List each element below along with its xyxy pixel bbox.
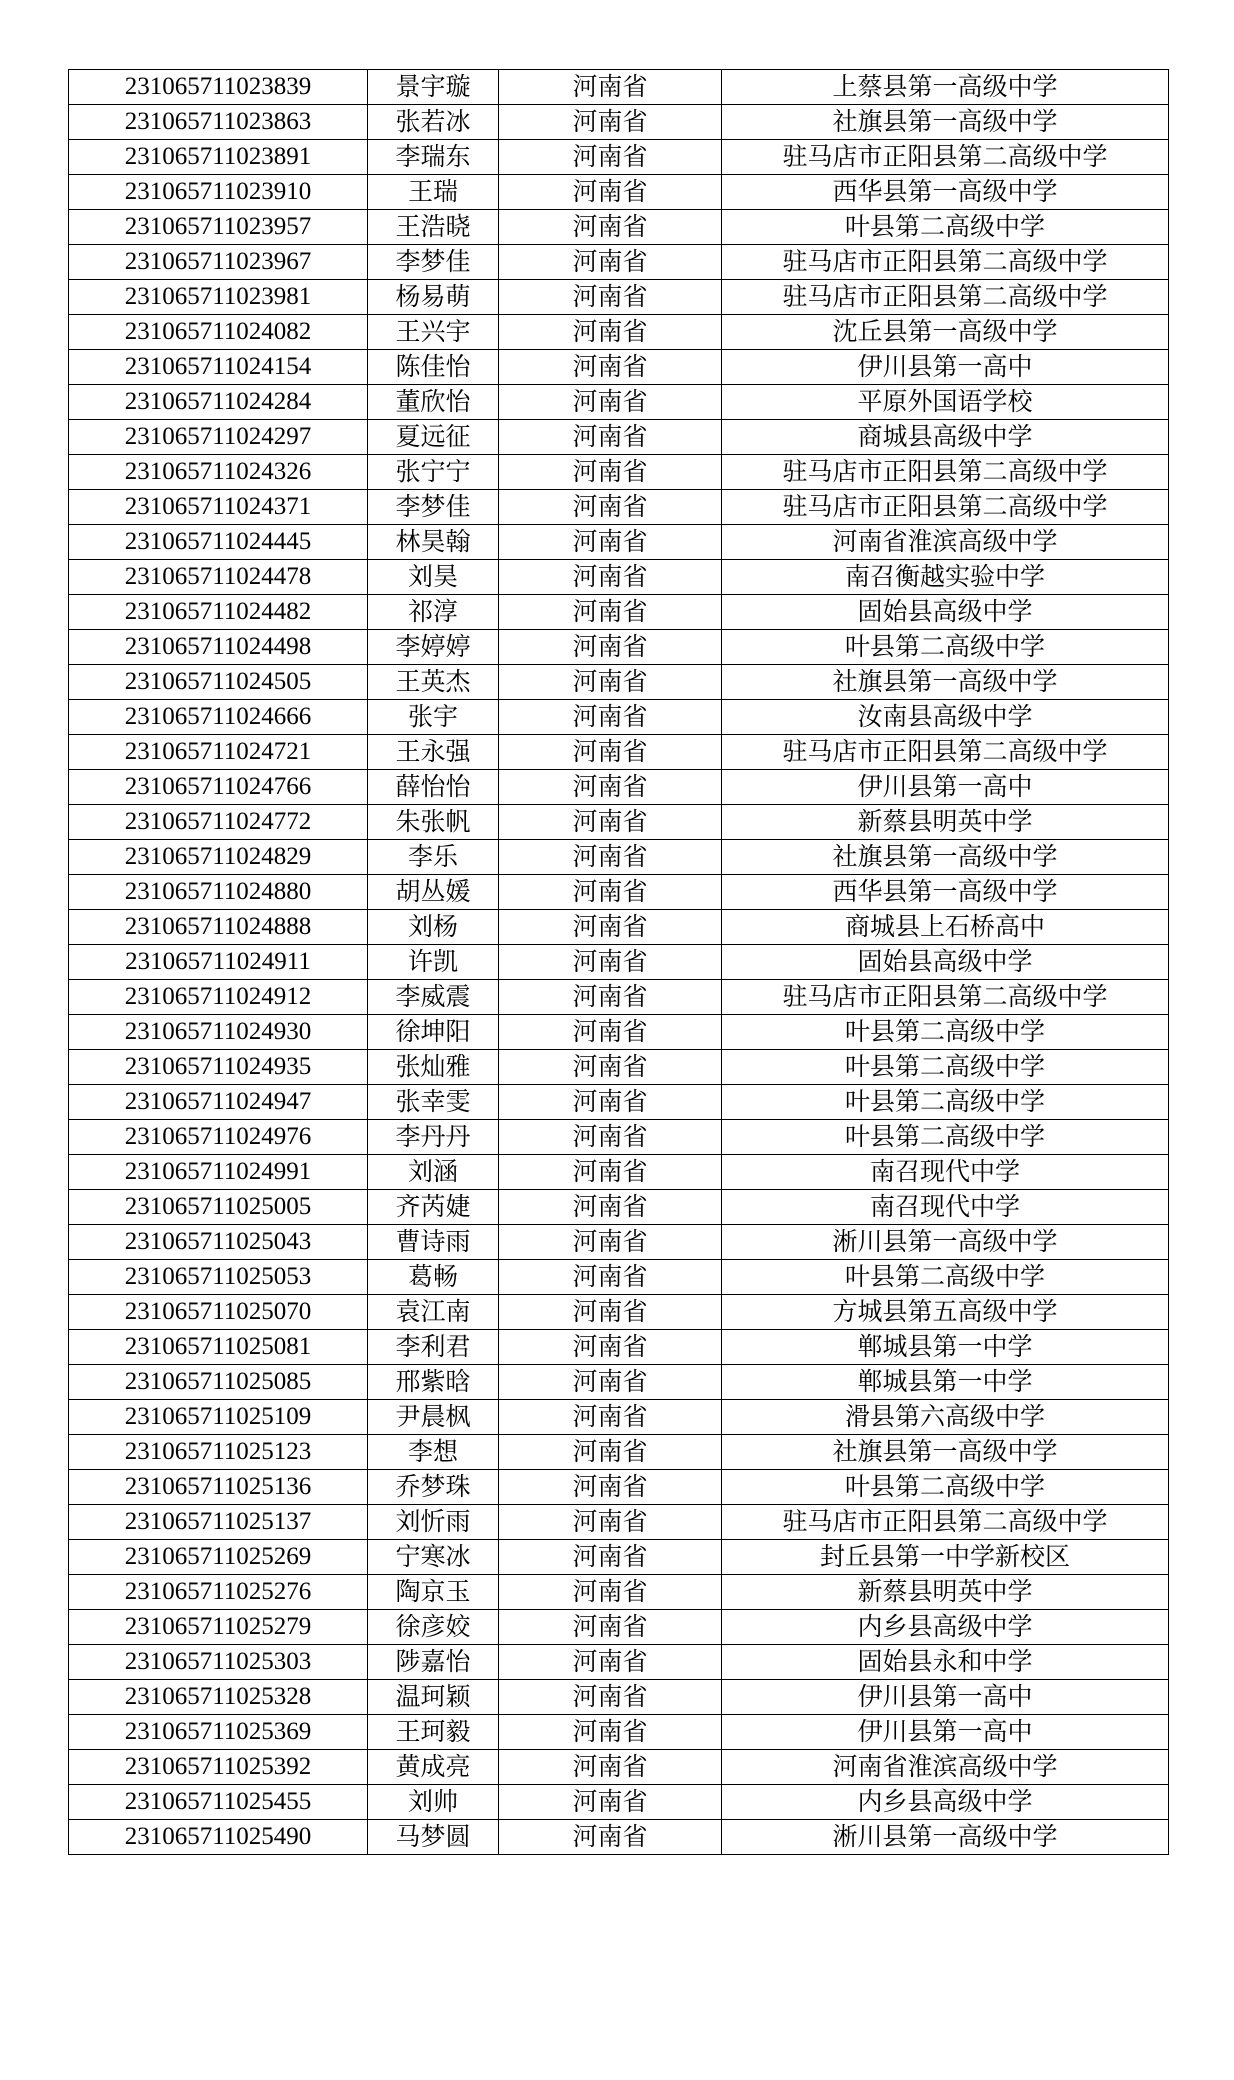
table-row: [69, 1155, 1169, 1190]
student-id-cell: 231065711025053: [69, 1260, 368, 1295]
student-name-cell: 刘杨: [368, 910, 499, 945]
student-id-cell: 231065711025085: [69, 1365, 368, 1400]
student-name-cell: 张幸雯: [368, 1085, 499, 1120]
table-row: [69, 805, 1169, 840]
student-name-cell: 张灿雅: [368, 1050, 499, 1085]
school-cell: 叶县第二高级中学: [722, 1085, 1169, 1120]
student-name-cell: 杨易萌: [368, 280, 499, 315]
school-cell: 驻马店市正阳县第二高级中学: [722, 140, 1169, 175]
province-cell: 河南省: [499, 1225, 722, 1260]
student-name-cell: 李瑞东: [368, 140, 499, 175]
table-row: [69, 980, 1169, 1015]
school-cell: 封丘县第一中学新校区: [722, 1540, 1169, 1575]
student-name-cell: 张宇: [368, 700, 499, 735]
province-cell: 河南省: [499, 595, 722, 630]
student-name-cell: 曹诗雨: [368, 1225, 499, 1260]
student-id-cell: 231065711025455: [69, 1785, 368, 1820]
province-cell: 河南省: [499, 1085, 722, 1120]
school-cell: 叶县第二高级中学: [722, 210, 1169, 245]
province-cell: 河南省: [499, 280, 722, 315]
student-id-cell: 231065711025136: [69, 1470, 368, 1505]
table-row: [69, 910, 1169, 945]
student-id-cell: 231065711023863: [69, 105, 368, 140]
table-row: [69, 1435, 1169, 1470]
school-cell: 滑县第六高级中学: [722, 1400, 1169, 1435]
roster-body: [69, 70, 1169, 1855]
school-cell: 叶县第二高级中学: [722, 1470, 1169, 1505]
school-cell: 内乡县高级中学: [722, 1610, 1169, 1645]
student-name-cell: 李婷婷: [368, 630, 499, 665]
school-cell: 驻马店市正阳县第二高级中学: [722, 490, 1169, 525]
school-cell: 驻马店市正阳县第二高级中学: [722, 980, 1169, 1015]
province-cell: 河南省: [499, 1400, 722, 1435]
school-cell: 伊川县第一高中: [722, 770, 1169, 805]
student-id-cell: 231065711025276: [69, 1575, 368, 1610]
province-cell: 河南省: [499, 1505, 722, 1540]
province-cell: 河南省: [499, 1540, 722, 1575]
province-cell: 河南省: [499, 1610, 722, 1645]
table-row: [69, 1260, 1169, 1295]
school-cell: 西华县第一高级中学: [722, 175, 1169, 210]
student-id-cell: 231065711024880: [69, 875, 368, 910]
school-cell: 驻马店市正阳县第二高级中学: [722, 455, 1169, 490]
student-name-cell: 李梦佳: [368, 245, 499, 280]
student-id-cell: 231065711023981: [69, 280, 368, 315]
table-row: [69, 490, 1169, 525]
student-id-cell: 231065711024976: [69, 1120, 368, 1155]
province-cell: 河南省: [499, 245, 722, 280]
table-row: [69, 1645, 1169, 1680]
student-id-cell: 231065711025328: [69, 1680, 368, 1715]
student-id-cell: 231065711024935: [69, 1050, 368, 1085]
student-name-cell: 刘昊: [368, 560, 499, 595]
school-cell: 新蔡县明英中学: [722, 1575, 1169, 1610]
province-cell: 河南省: [499, 350, 722, 385]
school-cell: 淅川县第一高级中学: [722, 1225, 1169, 1260]
student-id-cell: 231065711024947: [69, 1085, 368, 1120]
student-id-cell: 231065711024297: [69, 420, 368, 455]
student-name-cell: 王兴宇: [368, 315, 499, 350]
province-cell: 河南省: [499, 840, 722, 875]
student-id-cell: 231065711025123: [69, 1435, 368, 1470]
province-cell: 河南省: [499, 525, 722, 560]
student-name-cell: 王瑞: [368, 175, 499, 210]
student-name-cell: 景宇璇: [368, 70, 499, 105]
table-row: [69, 1330, 1169, 1365]
table-row: [69, 350, 1169, 385]
school-cell: 驻马店市正阳县第二高级中学: [722, 245, 1169, 280]
student-id-cell: 231065711024721: [69, 735, 368, 770]
student-id-cell: 231065711024445: [69, 525, 368, 560]
table-row: [69, 735, 1169, 770]
student-id-cell: 231065711024911: [69, 945, 368, 980]
student-name-cell: 邢紫晗: [368, 1365, 499, 1400]
student-name-cell: 董欣怡: [368, 385, 499, 420]
school-cell: 叶县第二高级中学: [722, 1120, 1169, 1155]
student-name-cell: 胡丛媛: [368, 875, 499, 910]
school-cell: 驻马店市正阳县第二高级中学: [722, 735, 1169, 770]
student-name-cell: 张若冰: [368, 105, 499, 140]
student-name-cell: 李丹丹: [368, 1120, 499, 1155]
table-row: [69, 245, 1169, 280]
province-cell: 河南省: [499, 210, 722, 245]
province-cell: 河南省: [499, 910, 722, 945]
province-cell: 河南省: [499, 1330, 722, 1365]
school-cell: 驻马店市正阳县第二高级中学: [722, 1505, 1169, 1540]
province-cell: 河南省: [499, 1365, 722, 1400]
province-cell: 河南省: [499, 70, 722, 105]
student-id-cell: 231065711024498: [69, 630, 368, 665]
school-cell: 叶县第二高级中学: [722, 1015, 1169, 1050]
student-name-cell: 宁寒冰: [368, 1540, 499, 1575]
school-cell: 固始县高级中学: [722, 945, 1169, 980]
student-name-cell: 夏远征: [368, 420, 499, 455]
student-name-cell: 徐彦姣: [368, 1610, 499, 1645]
province-cell: 河南省: [499, 1820, 722, 1855]
student-name-cell: 祁淳: [368, 595, 499, 630]
student-id-cell: 231065711024326: [69, 455, 368, 490]
table-row: [69, 455, 1169, 490]
province-cell: 河南省: [499, 175, 722, 210]
student-id-cell: 231065711024930: [69, 1015, 368, 1050]
student-id-cell: 231065711023839: [69, 70, 368, 105]
province-cell: 河南省: [499, 105, 722, 140]
student-id-cell: 231065711024829: [69, 840, 368, 875]
province-cell: 河南省: [499, 1155, 722, 1190]
province-cell: 河南省: [499, 1260, 722, 1295]
student-name-cell: 黄成亮: [368, 1750, 499, 1785]
student-name-cell: 李乐: [368, 840, 499, 875]
school-cell: 伊川县第一高中: [722, 1680, 1169, 1715]
student-id-cell: 231065711023910: [69, 175, 368, 210]
school-cell: 郸城县第一中学: [722, 1365, 1169, 1400]
province-cell: 河南省: [499, 1785, 722, 1820]
school-cell: 社旗县第一高级中学: [722, 1435, 1169, 1470]
table-row: [69, 280, 1169, 315]
province-cell: 河南省: [499, 875, 722, 910]
table-row: [69, 385, 1169, 420]
table-row: [69, 1120, 1169, 1155]
student-name-cell: 马梦圆: [368, 1820, 499, 1855]
table-row: [69, 945, 1169, 980]
table-row: [69, 210, 1169, 245]
table-row: [69, 560, 1169, 595]
student-id-cell: 231065711025005: [69, 1190, 368, 1225]
table-row: [69, 1400, 1169, 1435]
school-cell: 伊川县第一高中: [722, 1715, 1169, 1750]
province-cell: 河南省: [499, 1470, 722, 1505]
table-row: [69, 175, 1169, 210]
student-id-cell: 231065711025081: [69, 1330, 368, 1365]
student-id-cell: 231065711025490: [69, 1820, 368, 1855]
student-id-cell: 231065711025279: [69, 1610, 368, 1645]
student-name-cell: 王永强: [368, 735, 499, 770]
table-row: [69, 875, 1169, 910]
student-id-cell: 231065711025369: [69, 1715, 368, 1750]
province-cell: 河南省: [499, 420, 722, 455]
student-id-cell: 231065711025303: [69, 1645, 368, 1680]
school-cell: 叶县第二高级中学: [722, 630, 1169, 665]
school-cell: 河南省淮滨高级中学: [722, 525, 1169, 560]
school-cell: 河南省淮滨高级中学: [722, 1750, 1169, 1785]
school-cell: 新蔡县明英中学: [722, 805, 1169, 840]
school-cell: 伊川县第一高中: [722, 350, 1169, 385]
table-row: [69, 1575, 1169, 1610]
table-row: [69, 1820, 1169, 1855]
student-name-cell: 李威震: [368, 980, 499, 1015]
student-id-cell: 231065711025392: [69, 1750, 368, 1785]
student-name-cell: 李梦佳: [368, 490, 499, 525]
province-cell: 河南省: [499, 945, 722, 980]
student-id-cell: 231065711024082: [69, 315, 368, 350]
table-row: [69, 1225, 1169, 1260]
school-cell: 社旗县第一高级中学: [722, 840, 1169, 875]
student-name-cell: 温珂颖: [368, 1680, 499, 1715]
school-cell: 内乡县高级中学: [722, 1785, 1169, 1820]
student-name-cell: 齐芮婕: [368, 1190, 499, 1225]
school-cell: 固始县高级中学: [722, 595, 1169, 630]
province-cell: 河南省: [499, 1715, 722, 1750]
student-id-cell: 231065711023891: [69, 140, 368, 175]
province-cell: 河南省: [499, 770, 722, 805]
table-row: [69, 70, 1169, 105]
province-cell: 河南省: [499, 805, 722, 840]
student-name-cell: 朱张帆: [368, 805, 499, 840]
student-id-cell: 231065711024772: [69, 805, 368, 840]
school-cell: 叶县第二高级中学: [722, 1260, 1169, 1295]
school-cell: 社旗县第一高级中学: [722, 665, 1169, 700]
table-row: [69, 315, 1169, 350]
student-id-cell: 231065711024888: [69, 910, 368, 945]
table-row: [69, 1365, 1169, 1400]
province-cell: 河南省: [499, 455, 722, 490]
province-cell: 河南省: [499, 665, 722, 700]
roster-table: [68, 69, 1169, 1855]
school-cell: 西华县第一高级中学: [722, 875, 1169, 910]
province-cell: 河南省: [499, 1015, 722, 1050]
school-cell: 商城县高级中学: [722, 420, 1169, 455]
table-row: [69, 595, 1169, 630]
school-cell: 平原外国语学校: [722, 385, 1169, 420]
school-cell: 叶县第二高级中学: [722, 1050, 1169, 1085]
table-row: [69, 420, 1169, 455]
student-name-cell: 刘帅: [368, 1785, 499, 1820]
table-row: [69, 770, 1169, 805]
student-id-cell: 231065711024505: [69, 665, 368, 700]
province-cell: 河南省: [499, 560, 722, 595]
table-row: [69, 525, 1169, 560]
student-id-cell: 231065711024482: [69, 595, 368, 630]
school-cell: 驻马店市正阳县第二高级中学: [722, 280, 1169, 315]
province-cell: 河南省: [499, 1295, 722, 1330]
student-id-cell: 231065711025109: [69, 1400, 368, 1435]
province-cell: 河南省: [499, 1750, 722, 1785]
student-name-cell: 陟嘉怡: [368, 1645, 499, 1680]
student-name-cell: 尹晨枫: [368, 1400, 499, 1435]
student-name-cell: 许凯: [368, 945, 499, 980]
student-name-cell: 袁江南: [368, 1295, 499, 1330]
province-cell: 河南省: [499, 735, 722, 770]
student-id-cell: 231065711024478: [69, 560, 368, 595]
student-name-cell: 王英杰: [368, 665, 499, 700]
school-cell: 汝南县高级中学: [722, 700, 1169, 735]
student-name-cell: 李利君: [368, 1330, 499, 1365]
student-id-cell: 231065711024284: [69, 385, 368, 420]
province-cell: 河南省: [499, 1645, 722, 1680]
school-cell: 郸城县第一中学: [722, 1330, 1169, 1365]
table-row: [69, 1050, 1169, 1085]
student-id-cell: 231065711024666: [69, 700, 368, 735]
province-cell: 河南省: [499, 630, 722, 665]
student-name-cell: 葛畅: [368, 1260, 499, 1295]
school-cell: 南召衡越实验中学: [722, 560, 1169, 595]
province-cell: 河南省: [499, 1575, 722, 1610]
table-row: [69, 630, 1169, 665]
school-cell: 南召现代中学: [722, 1155, 1169, 1190]
school-cell: 方城县第五高级中学: [722, 1295, 1169, 1330]
school-cell: 商城县上石桥高中: [722, 910, 1169, 945]
province-cell: 河南省: [499, 1680, 722, 1715]
table-row: [69, 1715, 1169, 1750]
student-id-cell: 231065711024154: [69, 350, 368, 385]
table-row: [69, 1190, 1169, 1225]
table-row: [69, 700, 1169, 735]
student-name-cell: 王珂毅: [368, 1715, 499, 1750]
table-row: [69, 140, 1169, 175]
student-name-cell: 刘忻雨: [368, 1505, 499, 1540]
province-cell: 河南省: [499, 315, 722, 350]
table-row: [69, 1085, 1169, 1120]
student-id-cell: 231065711024766: [69, 770, 368, 805]
school-cell: 南召现代中学: [722, 1190, 1169, 1225]
province-cell: 河南省: [499, 1435, 722, 1470]
province-cell: 河南省: [499, 385, 722, 420]
student-id-cell: 231065711025043: [69, 1225, 368, 1260]
province-cell: 河南省: [499, 980, 722, 1015]
student-id-cell: 231065711025269: [69, 1540, 368, 1575]
student-name-cell: 薛怡怡: [368, 770, 499, 805]
student-name-cell: 陈佳怡: [368, 350, 499, 385]
student-name-cell: 张宁宁: [368, 455, 499, 490]
province-cell: 河南省: [499, 700, 722, 735]
student-name-cell: 李想: [368, 1435, 499, 1470]
student-name-cell: 徐坤阳: [368, 1015, 499, 1050]
student-name-cell: 刘涵: [368, 1155, 499, 1190]
student-id-cell: 231065711025137: [69, 1505, 368, 1540]
table-row: [69, 105, 1169, 140]
table-row: [69, 1505, 1169, 1540]
student-id-cell: 231065711024912: [69, 980, 368, 1015]
table-row: [69, 1750, 1169, 1785]
student-id-cell: 231065711023957: [69, 210, 368, 245]
school-cell: 社旗县第一高级中学: [722, 105, 1169, 140]
province-cell: 河南省: [499, 490, 722, 525]
student-id-cell: 231065711024991: [69, 1155, 368, 1190]
table-row: [69, 665, 1169, 700]
table-row: [69, 1470, 1169, 1505]
province-cell: 河南省: [499, 1050, 722, 1085]
table-row: [69, 1540, 1169, 1575]
province-cell: 河南省: [499, 1190, 722, 1225]
student-id-cell: 231065711023967: [69, 245, 368, 280]
table-row: [69, 1680, 1169, 1715]
table-row: [69, 840, 1169, 875]
table-row: [69, 1015, 1169, 1050]
province-cell: 河南省: [499, 1120, 722, 1155]
school-cell: 沈丘县第一高级中学: [722, 315, 1169, 350]
student-name-cell: 乔梦珠: [368, 1470, 499, 1505]
student-name-cell: 陶京玉: [368, 1575, 499, 1610]
table-row: [69, 1295, 1169, 1330]
student-name-cell: 王浩晓: [368, 210, 499, 245]
table-row: [69, 1785, 1169, 1820]
school-cell: 固始县永和中学: [722, 1645, 1169, 1680]
student-id-cell: 231065711025070: [69, 1295, 368, 1330]
student-id-cell: 231065711024371: [69, 490, 368, 525]
school-cell: 上蔡县第一高级中学: [722, 70, 1169, 105]
province-cell: 河南省: [499, 140, 722, 175]
school-cell: 淅川县第一高级中学: [722, 1820, 1169, 1855]
table-row: [69, 1610, 1169, 1645]
student-name-cell: 林昊翰: [368, 525, 499, 560]
